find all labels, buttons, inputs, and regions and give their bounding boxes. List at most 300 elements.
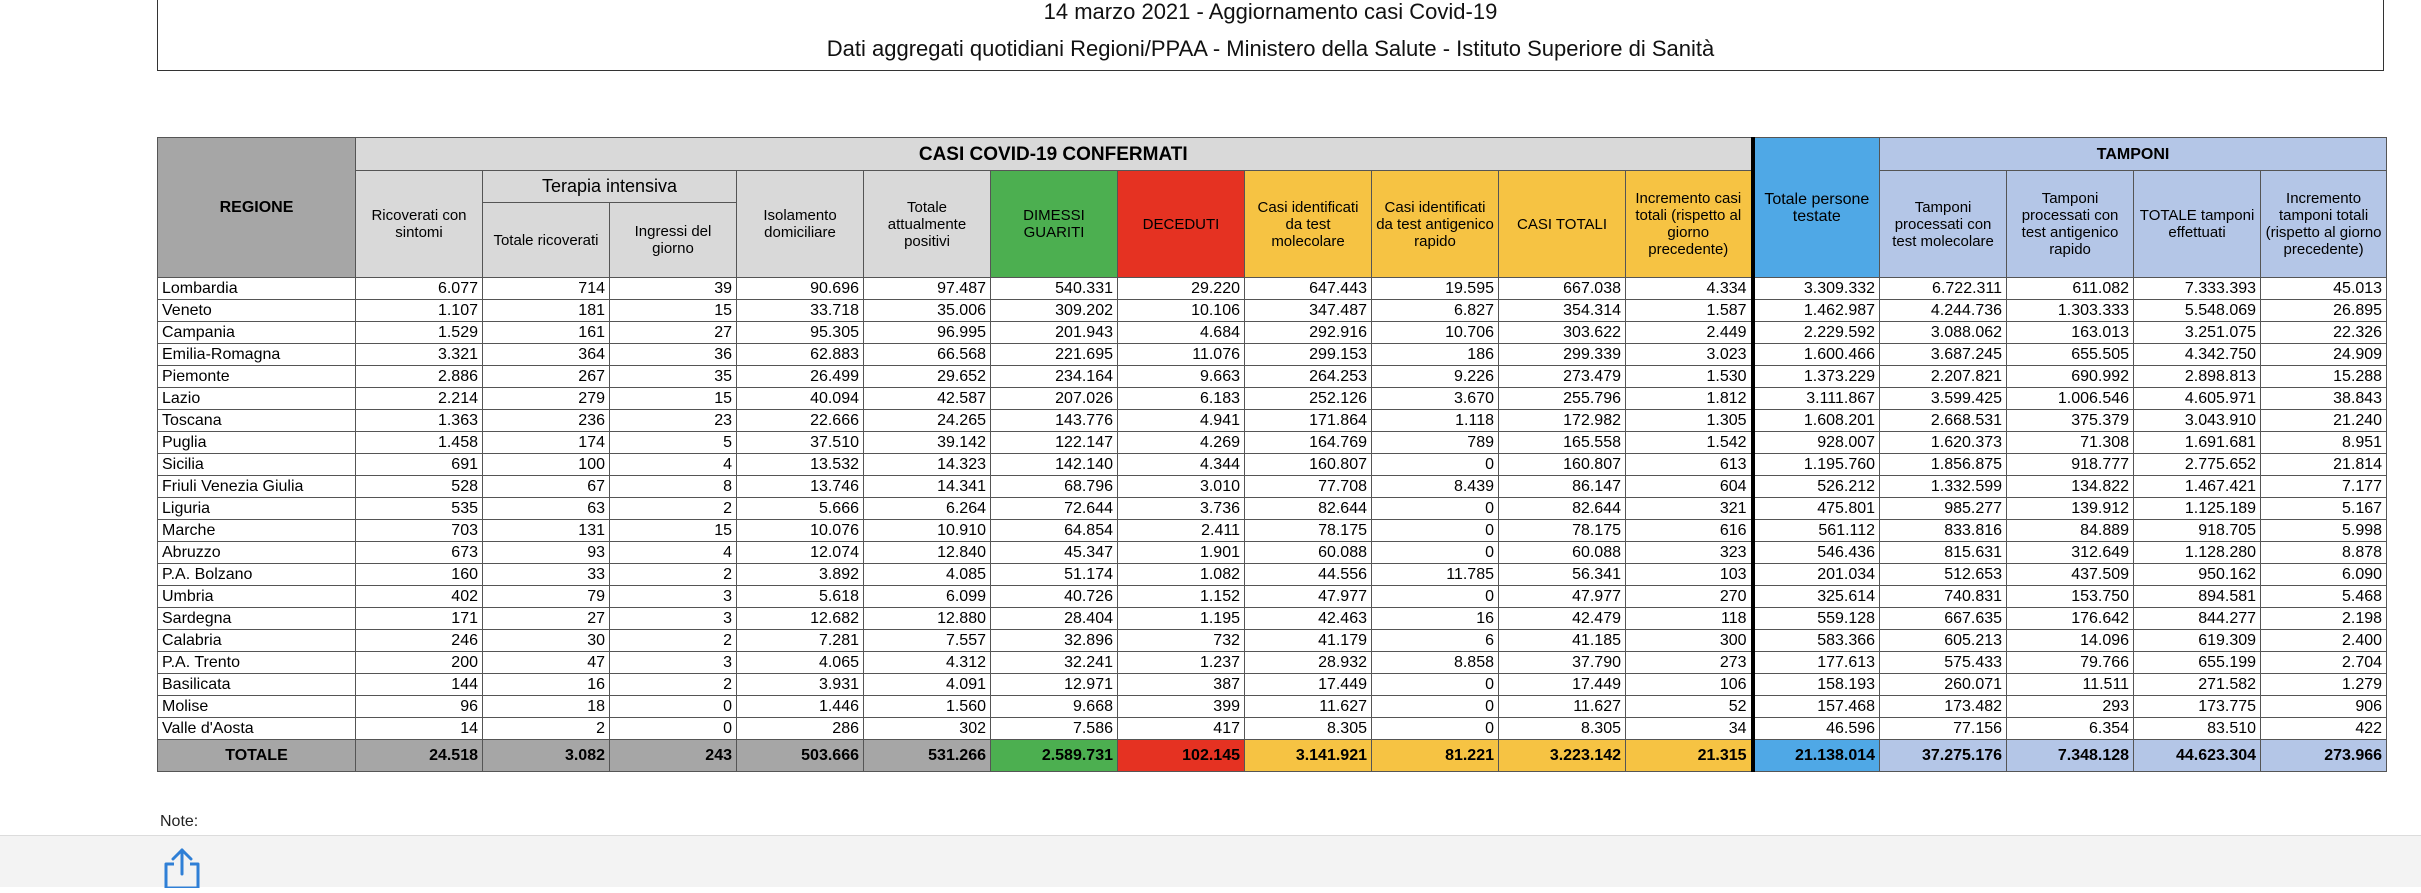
cell-tant: 6.354 <box>2007 718 2134 740</box>
cell-pos: 4.091 <box>864 674 991 696</box>
cell-ttot: 1.691.681 <box>2134 432 2261 454</box>
cell-incr: 2.449 <box>1626 322 1753 344</box>
cell-ric: 1.529 <box>356 322 483 344</box>
header-tamponi-antigenico: Tamponi processati con test antigenico rapido <box>2007 171 2134 278</box>
cell-tant: 7.348.128 <box>2007 740 2134 772</box>
cell-iso: 3.931 <box>737 674 864 696</box>
cell-tant: 690.992 <box>2007 366 2134 388</box>
cell-tant: 1.303.333 <box>2007 300 2134 322</box>
cell-iso: 40.094 <box>737 388 864 410</box>
region-name: Veneto <box>158 300 356 322</box>
cell-dim: 12.971 <box>991 674 1118 696</box>
cell-casi: 354.314 <box>1499 300 1626 322</box>
cell-tot_ti: 714 <box>483 278 610 300</box>
cell-incr: 106 <box>1626 674 1753 696</box>
cell-iso: 12.074 <box>737 542 864 564</box>
cell-ric: 1.363 <box>356 410 483 432</box>
cell-pos: 66.568 <box>864 344 991 366</box>
cell-pers: 1.608.201 <box>1753 410 1880 432</box>
cell-iso: 5.666 <box>737 498 864 520</box>
cell-iso: 3.892 <box>737 564 864 586</box>
cell-ttot: 844.277 <box>2134 608 2261 630</box>
cell-dim: 234.164 <box>991 366 1118 388</box>
cell-dec: 387 <box>1118 674 1245 696</box>
cell-pos: 10.910 <box>864 520 991 542</box>
cell-pos: 42.587 <box>864 388 991 410</box>
region-name: Campania <box>158 322 356 344</box>
cell-pos: 39.142 <box>864 432 991 454</box>
cell-dim: 64.854 <box>991 520 1118 542</box>
cell-pers: 1.373.229 <box>1753 366 1880 388</box>
cell-pos: 14.323 <box>864 454 991 476</box>
cell-ing: 2 <box>610 498 737 520</box>
header-regione: REGIONE <box>158 138 356 278</box>
cell-pos: 96.995 <box>864 322 991 344</box>
cell-tot_ti: 364 <box>483 344 610 366</box>
cell-tant: 312.649 <box>2007 542 2134 564</box>
cell-dim: 2.589.731 <box>991 740 1118 772</box>
cell-iso: 22.666 <box>737 410 864 432</box>
cell-ttot: 3.251.075 <box>2134 322 2261 344</box>
cell-ric: 2.886 <box>356 366 483 388</box>
cell-ric: 1.107 <box>356 300 483 322</box>
cell-dec: 399 <box>1118 696 1245 718</box>
covid-table-container <box>157 137 2384 772</box>
table-row <box>158 388 2387 410</box>
cell-iso: 90.696 <box>737 278 864 300</box>
cell-casi: 8.305 <box>1499 718 1626 740</box>
cell-iso: 5.618 <box>737 586 864 608</box>
cell-tmol: 260.071 <box>1880 674 2007 696</box>
cell-tant: 84.889 <box>2007 520 2134 542</box>
cell-pos: 14.341 <box>864 476 991 498</box>
cell-tincr: 5.468 <box>2261 586 2387 608</box>
cell-casi: 3.223.142 <box>1499 740 1626 772</box>
cell-tmol: 4.244.736 <box>1880 300 2007 322</box>
cell-pos: 302 <box>864 718 991 740</box>
cell-ant: 0 <box>1372 542 1499 564</box>
cell-ant: 0 <box>1372 674 1499 696</box>
region-name: Emilia-Romagna <box>158 344 356 366</box>
cell-ric: 703 <box>356 520 483 542</box>
header-incremento-tamponi: Incremento tamponi totali (rispetto al giorno precedente) <box>2261 171 2387 278</box>
cell-tmol: 833.816 <box>1880 520 2007 542</box>
cell-incr: 613 <box>1626 454 1753 476</box>
cell-ing: 8 <box>610 476 737 498</box>
cell-ing: 243 <box>610 740 737 772</box>
cell-dim: 122.147 <box>991 432 1118 454</box>
cell-tmol: 1.856.875 <box>1880 454 2007 476</box>
cell-dim: 201.943 <box>991 322 1118 344</box>
cell-tot_ti: 100 <box>483 454 610 476</box>
cell-pers: 46.596 <box>1753 718 1880 740</box>
cell-tant: 293 <box>2007 696 2134 718</box>
cell-casi: 60.088 <box>1499 542 1626 564</box>
cell-pers: 177.613 <box>1753 652 1880 674</box>
cell-tant: 79.766 <box>2007 652 2134 674</box>
cell-incr: 21.315 <box>1626 740 1753 772</box>
cell-tant: 918.777 <box>2007 454 2134 476</box>
cell-iso: 26.499 <box>737 366 864 388</box>
table-row <box>158 608 2387 630</box>
cell-ttot: 83.510 <box>2134 718 2261 740</box>
cell-ing: 2 <box>610 564 737 586</box>
cell-dec: 4.941 <box>1118 410 1245 432</box>
cell-dim: 143.776 <box>991 410 1118 432</box>
cell-ttot: 1.125.189 <box>2134 498 2261 520</box>
cell-tincr: 2.704 <box>2261 652 2387 674</box>
cell-dec: 1.237 <box>1118 652 1245 674</box>
table-row <box>158 630 2387 652</box>
cell-tot_ti: 27 <box>483 608 610 630</box>
cell-casi: 56.341 <box>1499 564 1626 586</box>
cell-ing: 0 <box>610 696 737 718</box>
cell-ttot: 619.309 <box>2134 630 2261 652</box>
cell-mol: 28.932 <box>1245 652 1372 674</box>
cell-ant: 19.595 <box>1372 278 1499 300</box>
header-casi-confermati: CASI COVID-19 CONFERMATI <box>356 138 1753 171</box>
cell-ant: 16 <box>1372 608 1499 630</box>
cell-incr: 52 <box>1626 696 1753 718</box>
cell-casi: 255.796 <box>1499 388 1626 410</box>
header-ingressi: Ingressi del giorno <box>610 203 737 278</box>
cell-ing: 5 <box>610 432 737 454</box>
cell-pers: 583.366 <box>1753 630 1880 652</box>
table-body <box>158 278 2387 772</box>
region-name: Molise <box>158 696 356 718</box>
cell-pos: 7.557 <box>864 630 991 652</box>
cell-tmol: 3.599.425 <box>1880 388 2007 410</box>
cell-ant: 0 <box>1372 586 1499 608</box>
cell-mol: 47.977 <box>1245 586 1372 608</box>
cell-pers: 561.112 <box>1753 520 1880 542</box>
cell-ric: 528 <box>356 476 483 498</box>
share-icon[interactable] <box>160 848 204 888</box>
cell-ric: 171 <box>356 608 483 630</box>
region-name: P.A. Bolzano <box>158 564 356 586</box>
covid-cases-table <box>157 137 2387 772</box>
cell-ant: 0 <box>1372 498 1499 520</box>
cell-tot_ti: 236 <box>483 410 610 432</box>
header-casi-molecolare: Casi identificati da test molecolare <box>1245 171 1372 278</box>
cell-ant: 10.706 <box>1372 322 1499 344</box>
header-isolamento: Isolamento domiciliare <box>737 171 864 278</box>
cell-dim: 221.695 <box>991 344 1118 366</box>
cell-pos: 1.560 <box>864 696 991 718</box>
cell-ttot: 655.199 <box>2134 652 2261 674</box>
cell-ing: 3 <box>610 652 737 674</box>
cell-ttot: 4.342.750 <box>2134 344 2261 366</box>
cell-tincr: 422 <box>2261 718 2387 740</box>
table-row <box>158 300 2387 322</box>
cell-pos: 12.880 <box>864 608 991 630</box>
cell-ric: 1.458 <box>356 432 483 454</box>
cell-pos: 4.085 <box>864 564 991 586</box>
cell-incr: 1.587 <box>1626 300 1753 322</box>
header-deceduti: DECEDUTI <box>1118 171 1245 278</box>
cell-ttot: 3.043.910 <box>2134 410 2261 432</box>
cell-casi: 172.982 <box>1499 410 1626 432</box>
cell-tmol: 1.332.599 <box>1880 476 2007 498</box>
cell-tincr: 5.167 <box>2261 498 2387 520</box>
table-row <box>158 278 2387 300</box>
cell-ing: 35 <box>610 366 737 388</box>
cell-pers: 157.468 <box>1753 696 1880 718</box>
cell-tincr: 1.279 <box>2261 674 2387 696</box>
cell-ric: 246 <box>356 630 483 652</box>
cell-mol: 82.644 <box>1245 498 1372 520</box>
cell-ing: 2 <box>610 674 737 696</box>
cell-tant: 139.912 <box>2007 498 2134 520</box>
cell-casi: 37.790 <box>1499 652 1626 674</box>
cell-ric: 3.321 <box>356 344 483 366</box>
cell-casi: 160.807 <box>1499 454 1626 476</box>
cell-tmol: 37.275.176 <box>1880 740 2007 772</box>
cell-mol: 8.305 <box>1245 718 1372 740</box>
cell-tmol: 575.433 <box>1880 652 2007 674</box>
cell-incr: 34 <box>1626 718 1753 740</box>
cell-tincr: 273.966 <box>2261 740 2387 772</box>
cell-tmol: 173.482 <box>1880 696 2007 718</box>
cell-ttot: 2.775.652 <box>2134 454 2261 476</box>
cell-tot_ti: 93 <box>483 542 610 564</box>
cell-mol: 42.463 <box>1245 608 1372 630</box>
cell-tot_ti: 67 <box>483 476 610 498</box>
cell-incr: 604 <box>1626 476 1753 498</box>
cell-pers: 928.007 <box>1753 432 1880 454</box>
cell-ant: 8.858 <box>1372 652 1499 674</box>
cell-ing: 15 <box>610 388 737 410</box>
cell-iso: 1.446 <box>737 696 864 718</box>
cell-dim: 142.140 <box>991 454 1118 476</box>
cell-ant: 186 <box>1372 344 1499 366</box>
cell-dec: 1.901 <box>1118 542 1245 564</box>
cell-ant: 0 <box>1372 454 1499 476</box>
region-name: Liguria <box>158 498 356 520</box>
table-row <box>158 520 2387 542</box>
cell-dim: 28.404 <box>991 608 1118 630</box>
cell-mol: 164.769 <box>1245 432 1372 454</box>
cell-tmol: 3.687.245 <box>1880 344 2007 366</box>
cell-pers: 2.229.592 <box>1753 322 1880 344</box>
cell-dec: 732 <box>1118 630 1245 652</box>
cell-tmol: 6.722.311 <box>1880 278 2007 300</box>
cell-tant: 71.308 <box>2007 432 2134 454</box>
cell-mol: 647.443 <box>1245 278 1372 300</box>
header-ricoverati: Ricoverati con sintomi <box>356 171 483 278</box>
cell-tincr: 22.326 <box>2261 322 2387 344</box>
header-persone-testate: Totale persone testate <box>1753 138 1880 278</box>
cell-tmol: 2.207.821 <box>1880 366 2007 388</box>
cell-iso: 33.718 <box>737 300 864 322</box>
cell-mol: 77.708 <box>1245 476 1372 498</box>
cell-tot_ti: 161 <box>483 322 610 344</box>
cell-tincr: 7.177 <box>2261 476 2387 498</box>
cell-dec: 1.195 <box>1118 608 1245 630</box>
cell-ing: 4 <box>610 454 737 476</box>
cell-ant: 0 <box>1372 718 1499 740</box>
region-name: TOTALE <box>158 740 356 772</box>
header-terapia-intensiva: Terapia intensiva <box>483 171 737 203</box>
cell-mol: 264.253 <box>1245 366 1372 388</box>
cell-ant: 11.785 <box>1372 564 1499 586</box>
cell-ttot: 950.162 <box>2134 564 2261 586</box>
cell-ant: 0 <box>1372 520 1499 542</box>
cell-ant: 6 <box>1372 630 1499 652</box>
cell-tot_ti: 63 <box>483 498 610 520</box>
cell-mol: 3.141.921 <box>1245 740 1372 772</box>
cell-tant: 153.750 <box>2007 586 2134 608</box>
cell-mol: 299.153 <box>1245 344 1372 366</box>
cell-tot_ti: 267 <box>483 366 610 388</box>
cell-incr: 1.530 <box>1626 366 1753 388</box>
cell-ing: 3 <box>610 608 737 630</box>
cell-ttot: 271.582 <box>2134 674 2261 696</box>
cell-casi: 41.185 <box>1499 630 1626 652</box>
cell-casi: 82.644 <box>1499 498 1626 520</box>
cell-mol: 44.556 <box>1245 564 1372 586</box>
region-name: Piemonte <box>158 366 356 388</box>
report-header <box>157 0 2384 71</box>
cell-ric: 96 <box>356 696 483 718</box>
cell-ric: 144 <box>356 674 483 696</box>
cell-incr: 103 <box>1626 564 1753 586</box>
table-row <box>158 410 2387 432</box>
cell-iso: 13.746 <box>737 476 864 498</box>
cell-dec: 4.344 <box>1118 454 1245 476</box>
header-casi-totali: CASI TOTALI <box>1499 171 1626 278</box>
table-row <box>158 696 2387 718</box>
cell-pers: 3.111.867 <box>1753 388 1880 410</box>
cell-ric: 200 <box>356 652 483 674</box>
header-totale-tamponi: TOTALE tamponi effettuati <box>2134 171 2261 278</box>
table-row <box>158 718 2387 740</box>
cell-ttot: 173.775 <box>2134 696 2261 718</box>
cell-ttot: 5.548.069 <box>2134 300 2261 322</box>
cell-mol: 292.916 <box>1245 322 1372 344</box>
cell-pers: 546.436 <box>1753 542 1880 564</box>
cell-tmol: 3.088.062 <box>1880 322 2007 344</box>
cell-tant: 14.096 <box>2007 630 2134 652</box>
cell-ing: 0 <box>610 718 737 740</box>
cell-ing: 15 <box>610 300 737 322</box>
cell-iso: 4.065 <box>737 652 864 674</box>
cell-pers: 475.801 <box>1753 498 1880 520</box>
cell-mol: 252.126 <box>1245 388 1372 410</box>
cell-dec: 3.736 <box>1118 498 1245 520</box>
cell-ttot: 7.333.393 <box>2134 278 2261 300</box>
cell-mol: 11.627 <box>1245 696 1372 718</box>
cell-ant: 6.827 <box>1372 300 1499 322</box>
cell-pos: 6.264 <box>864 498 991 520</box>
table-row <box>158 498 2387 520</box>
cell-ttot: 2.898.813 <box>2134 366 2261 388</box>
cell-tmol: 740.831 <box>1880 586 2007 608</box>
cell-tot_ti: 16 <box>483 674 610 696</box>
note-label: Note: <box>160 813 199 830</box>
region-name: Toscana <box>158 410 356 432</box>
cell-tmol: 77.156 <box>1880 718 2007 740</box>
cell-casi: 273.479 <box>1499 366 1626 388</box>
cell-ant: 1.118 <box>1372 410 1499 432</box>
cell-dec: 10.106 <box>1118 300 1245 322</box>
cell-dec: 4.269 <box>1118 432 1245 454</box>
cell-dim: 40.726 <box>991 586 1118 608</box>
cell-pers: 3.309.332 <box>1753 278 1880 300</box>
cell-ant: 81.221 <box>1372 740 1499 772</box>
cell-ttot: 918.705 <box>2134 520 2261 542</box>
region-name: P.A. Trento <box>158 652 356 674</box>
table-row <box>158 454 2387 476</box>
table-row <box>158 542 2387 564</box>
table-row <box>158 476 2387 498</box>
cell-tincr: 15.288 <box>2261 366 2387 388</box>
cell-tmol: 815.631 <box>1880 542 2007 564</box>
cell-pers: 325.614 <box>1753 586 1880 608</box>
cell-tant: 437.509 <box>2007 564 2134 586</box>
cell-ttot: 1.467.421 <box>2134 476 2261 498</box>
cell-iso: 7.281 <box>737 630 864 652</box>
cell-tot_ti: 79 <box>483 586 610 608</box>
header-tamponi-molecolare: Tamponi processati con test molecolare <box>1880 171 2007 278</box>
region-name: Calabria <box>158 630 356 652</box>
total-row <box>158 740 2387 772</box>
cell-tincr: 45.013 <box>2261 278 2387 300</box>
region-name: Lombardia <box>158 278 356 300</box>
cell-ing: 27 <box>610 322 737 344</box>
cell-iso: 62.883 <box>737 344 864 366</box>
cell-dec: 29.220 <box>1118 278 1245 300</box>
cell-ant: 8.439 <box>1372 476 1499 498</box>
cell-incr: 616 <box>1626 520 1753 542</box>
cell-ric: 535 <box>356 498 483 520</box>
cell-incr: 3.023 <box>1626 344 1753 366</box>
cell-tincr: 906 <box>2261 696 2387 718</box>
cell-dec: 1.152 <box>1118 586 1245 608</box>
cell-tot_ti: 33 <box>483 564 610 586</box>
cell-tot_ti: 2 <box>483 718 610 740</box>
report-date: 14 marzo 2021 - Aggiornamento casi Covid-19 <box>1043 0 1498 24</box>
cell-casi: 47.977 <box>1499 586 1626 608</box>
cell-tincr: 24.909 <box>2261 344 2387 366</box>
cell-casi: 86.147 <box>1499 476 1626 498</box>
region-name: Friuli Venezia Giulia <box>158 476 356 498</box>
cell-pers: 559.128 <box>1753 608 1880 630</box>
bottom-toolbar <box>0 835 2421 887</box>
cell-tant: 1.006.546 <box>2007 388 2134 410</box>
cell-casi: 299.339 <box>1499 344 1626 366</box>
cell-ttot: 1.128.280 <box>2134 542 2261 564</box>
region-name: Abruzzo <box>158 542 356 564</box>
cell-iso: 503.666 <box>737 740 864 772</box>
region-name: Valle d'Aosta <box>158 718 356 740</box>
table-row <box>158 652 2387 674</box>
table-row <box>158 344 2387 366</box>
cell-ing: 39 <box>610 278 737 300</box>
cell-ric: 160 <box>356 564 483 586</box>
cell-ric: 24.518 <box>356 740 483 772</box>
table-row <box>158 674 2387 696</box>
cell-mol: 60.088 <box>1245 542 1372 564</box>
cell-dec: 102.145 <box>1118 740 1245 772</box>
cell-pers: 1.600.466 <box>1753 344 1880 366</box>
cell-ing: 23 <box>610 410 737 432</box>
cell-pos: 35.006 <box>864 300 991 322</box>
cell-iso: 12.682 <box>737 608 864 630</box>
cell-pers: 21.138.014 <box>1753 740 1880 772</box>
cell-tant: 655.505 <box>2007 344 2134 366</box>
cell-tincr: 26.895 <box>2261 300 2387 322</box>
